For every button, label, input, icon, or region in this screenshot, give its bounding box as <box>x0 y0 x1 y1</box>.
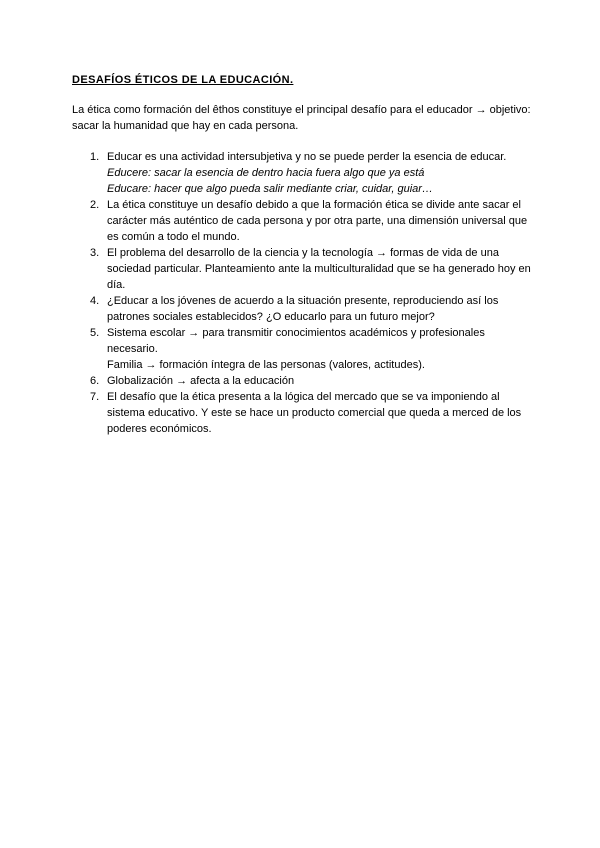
list-number: 4. <box>90 295 100 307</box>
list-item <box>72 245 532 293</box>
challenges-list <box>72 149 532 437</box>
list-item <box>72 389 532 437</box>
list-number: 7. <box>90 391 100 403</box>
list-item <box>72 149 532 197</box>
list-item <box>72 325 532 373</box>
list-item-text: ¿Educar a los jóvenes de acuerdo a la situación presente, reproduciendo así los patrones sociales establecidos? ¿O educarlo para un futuro mejor? <box>107 295 499 323</box>
list-item-text: Globalización → afecta a la educación <box>107 375 295 387</box>
intro-paragraph: La ética como formación del êthos constituye el principal desafío para el educador → objetivo: sacar la humanidad que hay en cada persona. <box>72 104 531 132</box>
list-number: 5. <box>90 327 100 339</box>
list-item-text: La ética constituye un desafío debido a que la formación ética se divide ante sacar el carácter más auténtico de cada persona y por otra parte, una dimensión universal que es común a todo el mundo. <box>107 199 528 243</box>
list-item-text: El desafío que la ética presenta a la lógica del mercado que se va imponiendo al sistema educativo. Y este se hace un producto comercial que queda a merced de los poderes económicos. <box>107 391 522 435</box>
list-item <box>72 197 532 245</box>
list-item-text: Educar es una actividad intersubjetiva y no se puede perder la esencia de educar. <box>107 151 507 163</box>
list-item-subnote: Familia → formación íntegra de las personas (valores, actitudes). <box>107 359 425 371</box>
list-item <box>72 373 532 389</box>
list-number: 2. <box>90 199 100 211</box>
list-item-text: El problema del desarrollo de la ciencia y la tecnología → formas de vida de una sociedad particular. Planteamiento ante la multiculturalidad que se ha generado hoy en día. <box>107 247 531 291</box>
document-title: DESAFÍOS ÉTICOS DE LA EDUCACIÓN. <box>72 74 294 86</box>
list-number: 1. <box>90 151 100 163</box>
list-item-text: Sistema escolar → para transmitir conocimientos académicos y profesionales necesario. <box>107 327 485 355</box>
list-number: 6. <box>90 375 100 387</box>
list-number: 3. <box>90 247 100 259</box>
list-item <box>72 293 532 325</box>
list-item-subnote: Educare: hacer que algo pueda salir mediante criar, cuidar, guiar… <box>107 183 433 195</box>
list-item-subnote: Educere: sacar la esencia de dentro hacia fuera algo que ya está <box>107 167 425 179</box>
